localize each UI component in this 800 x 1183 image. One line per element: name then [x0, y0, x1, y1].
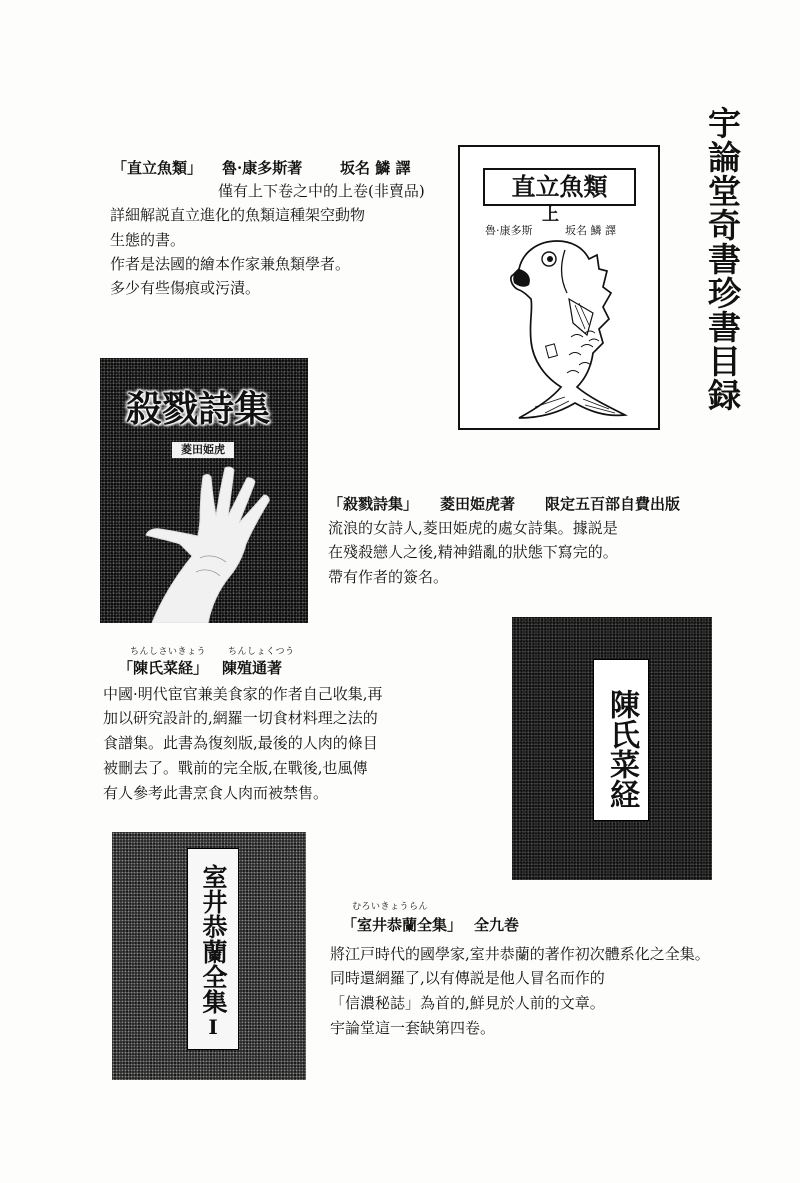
- cover-title: 直立魚類: [483, 168, 636, 206]
- book-cover-collected-works: [112, 832, 306, 1080]
- catalog-title: 宇論堂奇書珍書目録: [703, 106, 742, 412]
- entry-author: 陳殖通著: [222, 659, 283, 677]
- entry-description-line: 流浪的女詩人,菱田姫虎的處女詩集。據説是: [328, 519, 618, 537]
- entry-volumes: 全九巻: [474, 916, 520, 934]
- entry-translator: 坂名 鱗 譯: [340, 159, 411, 177]
- entry-title-ruby: むろいきょうらん: [352, 902, 429, 912]
- entry-description-line: 帶有作者的簽名。: [328, 568, 449, 586]
- cover-translator: 坂名 鱗 譯: [565, 224, 616, 237]
- book-cover-fish-book: [458, 145, 660, 430]
- entry-author: 魯·康多斯著: [222, 159, 303, 177]
- entry-description-line: 多少有些傷痕或污漬。: [110, 279, 261, 297]
- entry-author: 菱田姫虎著: [440, 495, 516, 513]
- entry-description-line: 食譜集。此書為復刻版,最後的人肉的條目: [103, 734, 378, 752]
- entry-description-line: 「信濃秘誌」為首的,鮮見於人前的文章。: [330, 994, 605, 1012]
- entry-description-line: 作者是法國的繪本作家兼魚類學者。: [110, 255, 351, 273]
- entry-title-ruby: ちんしさいきょう: [130, 647, 207, 657]
- entry-title: 「直立魚類」: [112, 159, 203, 177]
- cover-volume: 上: [542, 205, 559, 225]
- entry-note: 僅有上下卷之中的上卷(非賣品): [218, 182, 425, 200]
- entry-description-line: 詳細解説直立進化的魚類這種架空動物: [110, 206, 366, 224]
- entry-description-line: 中國·明代宦官兼美食家的作者自己收集,再: [103, 685, 383, 703]
- fish-illustration-icon: [505, 237, 640, 422]
- cover-title: 室井恭蘭全集: [199, 864, 228, 1014]
- cover-label: [187, 848, 239, 1050]
- entry-description-line: 加以研究設計的,網羅一切食材料理之法的: [103, 709, 378, 727]
- cover-title: 殺戮詩集: [126, 389, 271, 430]
- entry-description-line: 同時還網羅了,以有傳説是他人冒名而作的: [330, 969, 605, 987]
- entry-edition: 限定五百部自費出版: [545, 495, 681, 513]
- entry-title: 「室井恭蘭全集」: [342, 916, 463, 934]
- entry-description-line: 生態的書。: [110, 231, 186, 249]
- cover-title: 陳氏菜経: [594, 660, 648, 820]
- book-cover-poetry-collection: [100, 358, 308, 623]
- cover-author: 菱田姫虎: [172, 442, 234, 458]
- entry-title: 「陳氏菜経」: [118, 659, 209, 677]
- cover-volume: I: [208, 1015, 218, 1039]
- entry-description-line: 被刪去了。戰前的完全版,在戰後,也風傳: [103, 759, 368, 777]
- entry-title: 「殺戮詩集」: [328, 495, 419, 513]
- entry-description-line: 在殘殺戀人之後,精神錯亂的狀態下寫完的。: [328, 543, 618, 561]
- entry-description-line: 宇論堂這一套缺第四卷。: [330, 1019, 496, 1037]
- book-cover-recipe-book: [512, 617, 712, 880]
- entry-description-line: 將江戸時代的國學家,室井恭蘭的著作初次體系化之全集。: [330, 945, 710, 963]
- cover-author: 魯·康多斯: [485, 224, 533, 237]
- entry-description-line: 有人參考此書烹食人肉而被禁售。: [103, 784, 329, 802]
- entry-author-ruby: ちんしょくつう: [228, 647, 295, 657]
